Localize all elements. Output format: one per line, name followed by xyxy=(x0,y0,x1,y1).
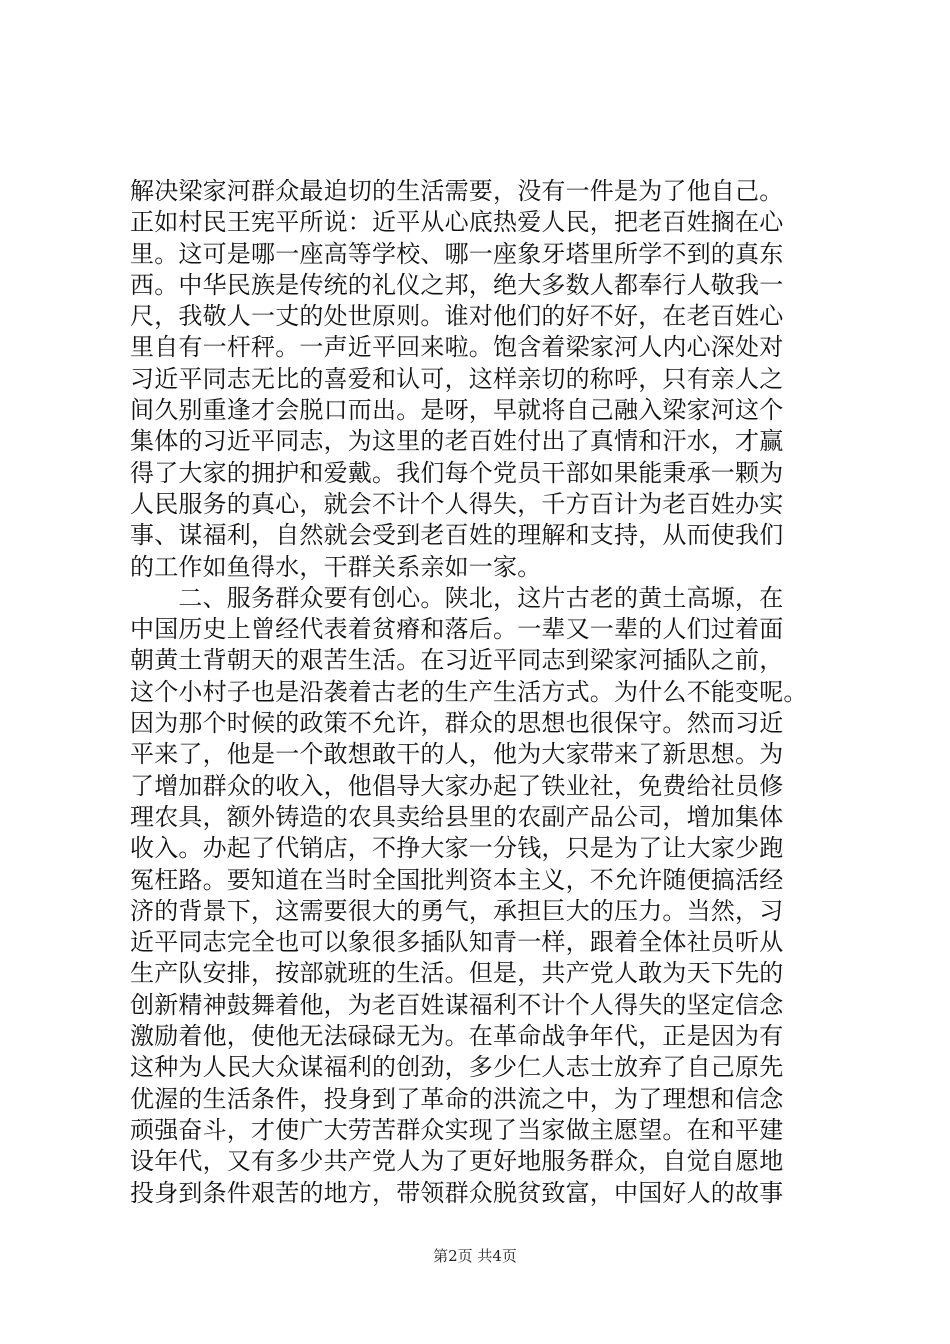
text-line: 朝黄土背朝天的艰苦生活。在习近平同志到梁家河插队之前， xyxy=(130,646,784,675)
text-line: 生产队安排，按部就班的生活。但是，共产党人敢为天下先的 xyxy=(130,959,784,988)
text-line: 了增加群众的收入，他倡导大家办起了铁业社，免费给社员修 xyxy=(130,771,784,800)
text-line: 优渥的生活条件，投身到了革命的洪流之中，为了理想和信念 xyxy=(130,1084,784,1113)
text-line: 集体的习近平同志，为这里的老百姓付出了真情和汗水，才赢 xyxy=(130,427,784,456)
body-text xyxy=(130,176,850,1209)
text-line: 间久别重逢才会脱口而出。是呀，早就将自己融入梁家河这个 xyxy=(130,396,784,425)
text-line: 中国历史上曾经代表着贫瘠和落后。一辈又一辈的人们过着面 xyxy=(130,615,784,644)
text-line: 尺，我敬人一丈的处世原则。谁对他们的好不好，在老百姓心 xyxy=(130,302,784,331)
text-line: 收入。办起了代销店，不挣大家一分钱，只是为了让大家少跑 xyxy=(130,834,784,863)
text-line: 近平同志完全也可以象很多插队知青一样，跟着全体社员听从 xyxy=(130,928,784,957)
text-line: 顽强奋斗，才使广大劳苦群众实现了当家做主愿望。在和平建 xyxy=(130,1115,784,1144)
text-line: 西。中华民族是传统的礼仪之邦，绝大多数人都奉行人敬我一 xyxy=(130,270,784,299)
page-number-footer: 第2页 共4页 xyxy=(433,1247,517,1265)
text-line: 里自有一杆秤。一声近平回来啦。饱含着梁家河人内心深处对 xyxy=(130,333,784,362)
text-line: 济的背景下，这需要很大的勇气，承担巨大的压力。当然，习 xyxy=(130,896,784,925)
text-line: 人民服务的真心，就会不计个人得失，千方百计为老百姓办实 xyxy=(130,489,784,518)
text-line: 冤枉路。要知道在当时全国批判资本主义，不允许随便搞活经 xyxy=(130,865,784,894)
text-line: 得了大家的拥护和爱戴。我们每个党员干部如果能秉承一颗为 xyxy=(130,458,784,487)
text-line: 激励着他，使他无法碌碌无为。在革命战争年代，正是因为有 xyxy=(130,1022,784,1051)
text-line: 里。这可是哪一座高等学校、哪一座象牙塔里所学不到的真东 xyxy=(130,239,784,268)
text-line: 创新精神鼓舞着他，为老百姓谋福利不计个人得失的坚定信念 xyxy=(130,990,784,1019)
text-line: 二、服务群众要有创心。陕北，这片古老的黄土高塬，在 xyxy=(130,583,784,612)
text-line: 这种为人民大众谋福利的创劲，多少仁人志士放弃了自己原先 xyxy=(130,1053,784,1082)
text-line: 事、谋福利，自然就会受到老百姓的理解和支持，从而使我们 xyxy=(130,521,784,550)
text-line: 因为那个时候的政策不允许，群众的思想也很保守。然而习近 xyxy=(130,709,784,738)
text-line: 解决梁家河群众最迫切的生活需要，没有一件是为了他自己。 xyxy=(130,177,784,205)
text-line: 习近平同志无比的喜爱和认可，这样亲切的称呼，只有亲人之 xyxy=(130,364,784,393)
text-line: 正如村民王宪平所说：近平从心底热爱人民，把老百姓搁在心 xyxy=(130,208,784,237)
text-line: 的工作如鱼得水，干群关系亲如一家。 xyxy=(130,552,542,581)
text-line: 设年代，又有多少共产党人为了更好地服务群众，自觉自愿地 xyxy=(130,1147,784,1176)
text-line: 这个小村子也是沿袭着古老的生产生活方式。为什么不能变呢。 xyxy=(130,677,808,706)
text-line: 平来了，他是一个敢想敢干的人，他为大家带来了新思想。为 xyxy=(130,740,784,769)
text-line: 理农具，额外铸造的农具卖给县里的农副产品公司，增加集体 xyxy=(130,802,784,831)
text-line: 投身到条件艰苦的地方，带领群众脱贫致富，中国好人的故事 xyxy=(130,1178,784,1207)
